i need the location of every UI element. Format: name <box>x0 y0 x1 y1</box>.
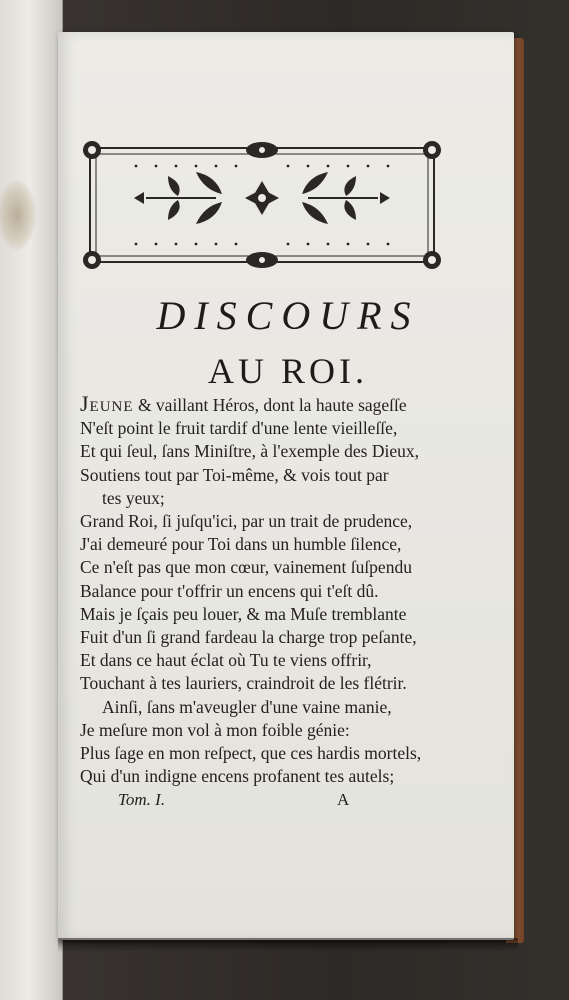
poem-line: tes yeux; <box>102 487 165 508</box>
poem-line: Mais je ſçais peu louer, & ma Muſe tremblante <box>80 603 407 624</box>
poem-line: Balance pour t'offrir un encens qui t'eſt dû. <box>80 580 379 601</box>
page-subtitle: AU ROI. <box>208 351 368 391</box>
poem-line: Touchant à tes lauriers, craindroit de les flétrir. <box>80 673 407 694</box>
poem-line: Jeune & vaillant Héros, dont la haute sageſſe <box>80 391 407 416</box>
poem-line: Ainſi, ſans m'aveugler d'une vaine manie, <box>102 696 392 717</box>
poem-line: Qui d'un indigne encens profanent tes autels; <box>80 766 395 787</box>
page-title: DISCOURS <box>156 293 420 338</box>
page-shadow <box>58 938 518 952</box>
poem-line: Ce n'eſt pas que mon cœur, vainement ſuſpendu <box>80 557 412 578</box>
poem-line: J'ai demeuré pour Toi dans un humble ſilence, <box>80 534 402 555</box>
poem-line: Soutiens tout par Toi-même, & vois tout par <box>80 464 389 485</box>
poem-line: Et dans ce haut éclat où Tu te viens offrir, <box>80 650 372 671</box>
poem-line: Fuit d'un ſi grand fardeau la charge trop peſante, <box>80 627 417 648</box>
poem-line: Et qui ſeul, ſans Miniſtre, à l'exemple des Dieux, <box>80 441 419 462</box>
poem-text <box>80 392 512 788</box>
page-stain <box>0 180 36 250</box>
facing-page <box>0 0 63 1000</box>
poem-line: Plus ſage en mon reſpect, que ces hardis mortels, <box>80 743 422 764</box>
volume-label: Tom. I. <box>118 790 166 809</box>
signature-mark: A <box>337 790 350 809</box>
poem-line: Je meſure mon vol à mon foible génie: <box>80 719 350 740</box>
poem-line: Grand Roi, ſi juſqu'ici, par un trait de prudence, <box>80 511 413 532</box>
poem-first-word: Jeune <box>80 391 134 416</box>
page-footer <box>118 790 458 810</box>
poem-line: N'eſt point le fruit tardif d'une lente vieilleſſe, <box>80 418 398 439</box>
ornamental-frame <box>76 136 448 274</box>
